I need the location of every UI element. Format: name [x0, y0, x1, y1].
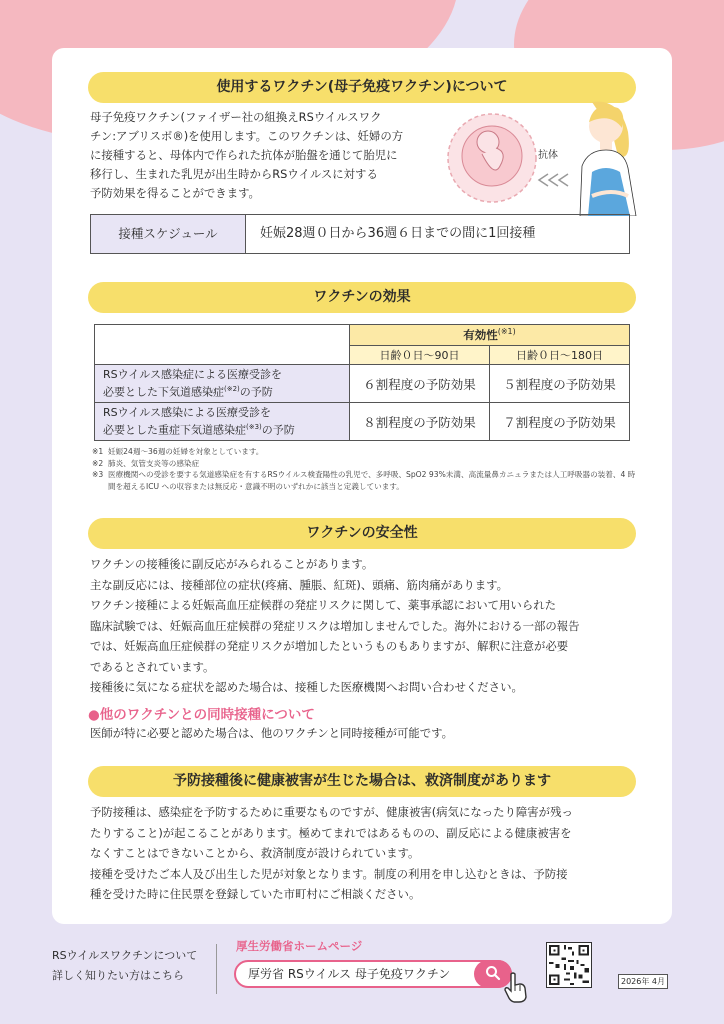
search-icon	[485, 965, 501, 981]
table-cell: ７割程度の予防効果	[490, 403, 630, 441]
footnote-mark: ※2	[92, 458, 104, 468]
column-header-90days: 日齢０日～90日	[350, 346, 490, 365]
text-line: 移行し、生まれた乳児が出生時からRSウイルスに対する	[90, 167, 378, 181]
table-cell: ６割程度の予防効果	[350, 365, 490, 403]
effect-header-label: 有効性	[463, 328, 498, 342]
footnote	[92, 469, 640, 492]
text-line: 接種を受けたご本人及び出生した児が対象となります。制度の利用を申し込むときは、予防接	[90, 866, 568, 881]
concurrent-text: 医師が特に必要と認めた場合は、他のワクチンと同時接種が可能です。	[90, 726, 454, 740]
row-label-line	[103, 420, 341, 438]
table-row	[95, 365, 630, 403]
footer-intro	[52, 946, 197, 986]
footnote-text: 妊娠24週～36週の妊婦を対象としています。	[108, 447, 264, 456]
qr-code[interactable]	[546, 942, 592, 988]
text-line: 接種後に気になる症状を認めた場合は、接種した医療機関へお問い合わせください。	[90, 680, 523, 694]
footnote	[92, 458, 640, 470]
vaccine-description	[90, 108, 470, 203]
text-line: なくすことはできないことから、救済制度が設けられています。	[90, 846, 420, 860]
effect-table	[94, 324, 630, 441]
search-box[interactable]	[234, 960, 512, 988]
row-label-line: RSウイルス感染による医療受診を	[103, 406, 271, 420]
row-label-text: 必要とした重症下気道感染症	[103, 423, 246, 437]
text-line: 臨床試験では、妊娠高血圧症候群の発症リスクは増加しませんでした。海外における一部の報告	[90, 618, 580, 633]
footnote-ref: (※3)	[246, 423, 262, 432]
text-line: 種を受けた時に住民票を登録していた市町村にご相談ください。	[90, 887, 421, 901]
text-line: チン:アブリスボ®)を使用します。このワクチンは、妊婦の方	[90, 129, 404, 143]
row-label-suffix: の予防	[239, 385, 273, 399]
antibody-label: 抗体	[538, 150, 558, 161]
text-line: では、妊娠高血圧症候群の発症リスクが増加したというものもありますが、解釈に注意が必要	[90, 639, 569, 653]
section-heading-relief: 予防接種後に健康被害が生じた場合は、救済制度があります	[88, 766, 636, 797]
schedule-table	[90, 214, 630, 254]
text-line: 母子免疫ワクチン(ファイザー社の組換えRSウイルスワク	[90, 110, 382, 124]
schedule-value: 妊娠28週０日から36週６日までの間に1回接種	[260, 226, 536, 241]
column-header-180days: 日齢０日～180日	[490, 346, 630, 365]
footnotes	[92, 446, 640, 492]
content-card	[52, 48, 672, 924]
text-line: に接種すると、母体内で作られた抗体が胎盤を通じて胎児に	[90, 148, 398, 162]
search-query: 厚労省 RSウイルス 母子免疫ワクチン	[248, 967, 451, 981]
footnote-text: 肺炎、気管支炎等の感染症	[108, 458, 200, 468]
divider	[216, 944, 217, 994]
text-line: 予防効果を得ることができます。	[90, 186, 260, 200]
hand-pointer-icon	[500, 970, 534, 1004]
text-line: であるとされています。	[90, 659, 215, 674]
table-cell: ５割程度の予防効果	[490, 365, 630, 403]
pregnant-woman-illustration	[442, 92, 638, 216]
issue-date: 2026年 4月	[618, 974, 668, 989]
table-corner	[95, 325, 350, 365]
relief-description	[90, 802, 650, 905]
footer-line: 詳しく知りたい方はこちら	[52, 969, 184, 982]
footnote	[92, 446, 640, 458]
section-heading-vaccine: 使用するワクチン(母子免疫ワクチン)について	[88, 72, 636, 103]
text-line: たりすること)が起こることがあります。極めてまれではあるものの、副反応による健康被害を	[90, 825, 572, 840]
mhlw-homepage-label: 厚生労働省ホームページ	[236, 939, 363, 953]
table-cell: ８割程度の予防効果	[350, 403, 490, 441]
text-line: 予防接種は、感染症を予防するために重要なものですが、健康被害(病気になったり障害が残っ	[90, 805, 573, 819]
row-label-line: RSウイルス感染症による医療受診を	[103, 368, 282, 382]
table-row	[95, 403, 630, 441]
text-line: ワクチンの接種後に副反応がみられることがあります。	[90, 557, 374, 571]
effect-header	[350, 325, 630, 346]
row-label-line	[103, 382, 341, 400]
text-line: ワクチン接種による妊娠高血圧症候群の発症リスクに関して、薬事承認において用いられた	[90, 598, 556, 612]
schedule-label: 接種スケジュール	[91, 215, 246, 253]
row-label-suffix: の予防	[261, 423, 295, 437]
row-label	[95, 403, 350, 441]
row-label	[95, 365, 350, 403]
section-heading-effect: ワクチンの効果	[88, 282, 636, 313]
safety-description	[90, 554, 650, 698]
footnote-mark: ※1	[92, 447, 104, 456]
footnote-ref: (※1)	[497, 327, 516, 337]
footer-line: RSウイルスワクチンについて	[52, 949, 198, 962]
text-line: 主な副反応には、接種部位の症状(疼痛、腫脹、紅斑)、頭痛、筋肉痛があります。	[90, 577, 509, 592]
subheading-concurrent: ●他のワクチンとの同時接種について	[88, 707, 315, 723]
footnote-ref: (※2)	[224, 385, 240, 394]
row-label-text: 必要とした下気道感染症	[103, 385, 224, 399]
footnote-text: 医療機関への受診を要する気道感染症を有するRSウイルス検査陽性の乳児で、多呼吸、SpO2 93%未満、高流量鼻カニュラまたは人工呼吸器の装着、4 時間を超えるICU への収容または無反応・意識不明のいずれかに該当と定義しています。	[108, 470, 636, 491]
footnote-mark: ※3	[92, 470, 104, 479]
section-heading-safety: ワクチンの安全性	[88, 518, 636, 549]
